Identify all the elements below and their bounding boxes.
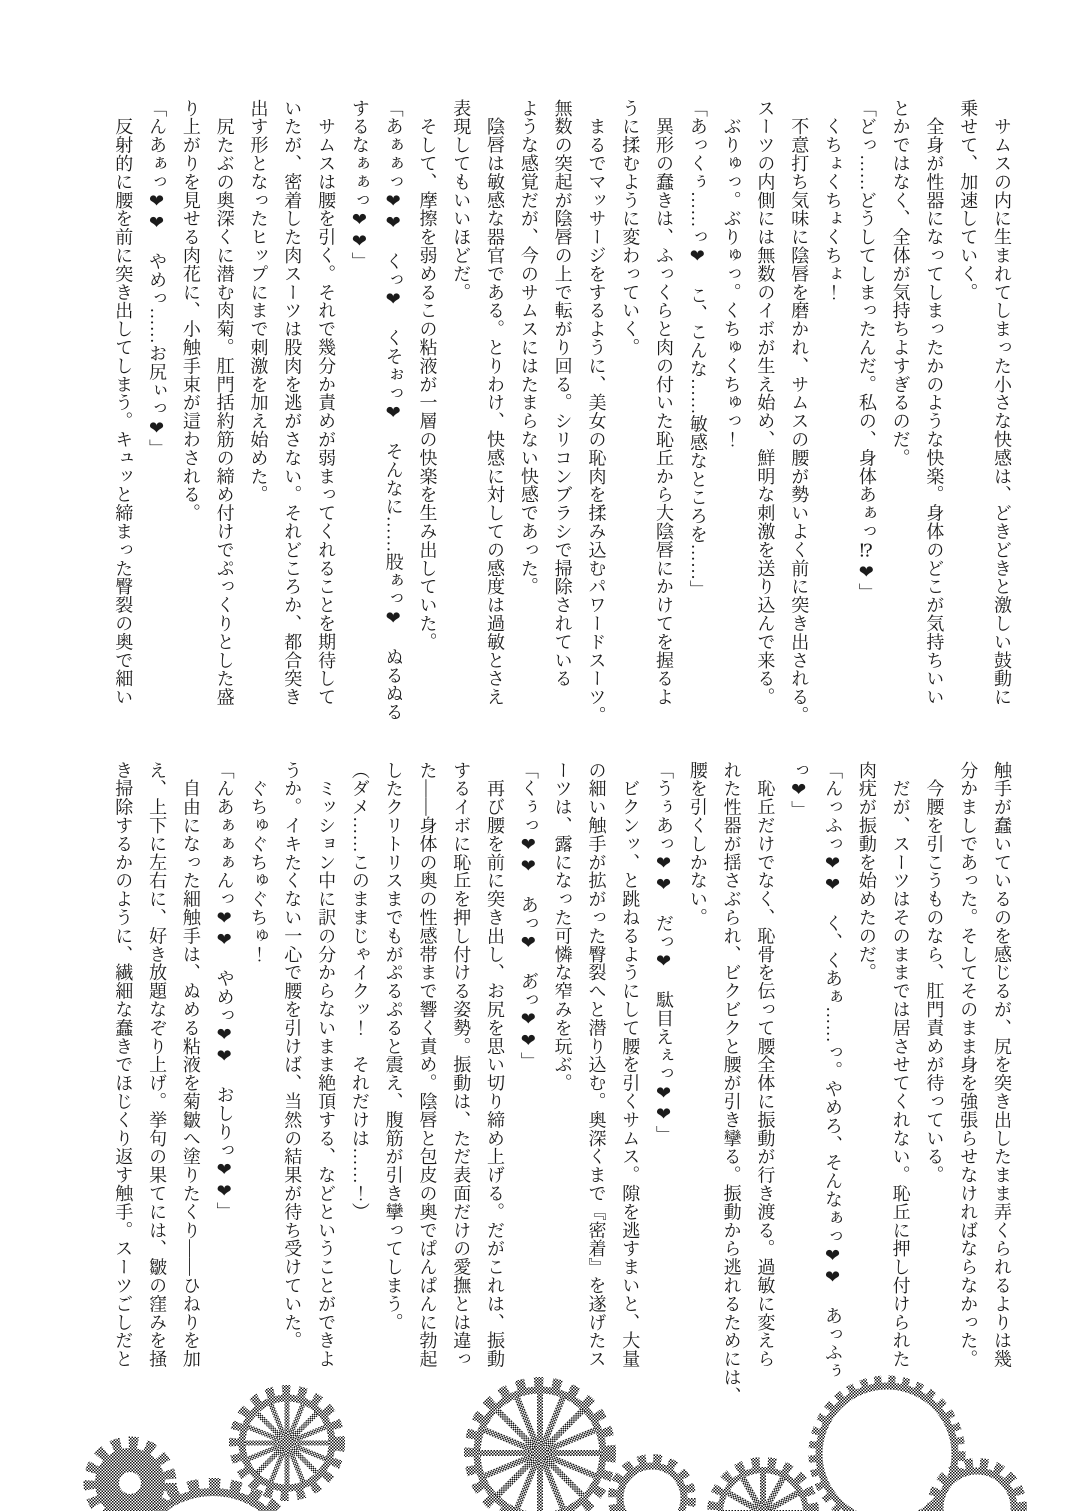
text-column: するイボに恥丘を押し付ける姿勢。振動は、ただ表面だけの愛撫とは違っ bbox=[451, 761, 472, 1369]
text-column: ぐちゅぐちゅぐちゅ！ bbox=[248, 761, 269, 964]
text-column: するなぁぁっ❤❤」 bbox=[349, 99, 370, 271]
text-column: だが、スーツはそのままでは居させてくれない。恥丘に押し付けられた bbox=[890, 761, 911, 1369]
text-column: 表現してもいいほどだ。 bbox=[451, 99, 472, 302]
text-column: 乗せて、加速していく。 bbox=[958, 99, 979, 302]
text-column: 触手が蠢いているのを感じるが、尻を突き出したまま弄くられるよりは幾 bbox=[992, 761, 1012, 1369]
gear-icon bbox=[713, 1463, 813, 1511]
text-column: 再び腰を前に突き出し、お尻を思い切り締め上げる。だがこれは、振動 bbox=[485, 761, 506, 1369]
text-column: うか。イキたくない一心で腰を引けば、当然の結果が待ち受けていた。 bbox=[282, 761, 303, 1350]
text-column: 「あぁぁっ❤❤ くっ❤ くそぉっ❤ そんなに……股ぁっ❤ ぬるぬる bbox=[383, 99, 404, 722]
text-column: 尻たぶの奥深くに潜む肉菊。肛門括約筋の締め付けでぷっくりとした盛 bbox=[214, 99, 235, 707]
text-column: ぶりゅっ。ぶりゅっ。くちゅくちゅっ！ bbox=[721, 99, 742, 449]
text-column: （ダメ……このままじゃイクッ！ それだけは……！） bbox=[349, 761, 370, 1221]
text-column: そして、摩擦を弱めるこの粘液が一層の快楽を生み出していた。 bbox=[417, 99, 438, 651]
text-column: 反射的に腰を前に突き出してしまう。キュッと締まった臀裂の奥で細い bbox=[113, 99, 134, 707]
text-column: 無数の突起が陰唇の上で転がり回る。シリコンブラシで掃除されている bbox=[552, 99, 573, 688]
text-column: 肉疣が振動を始めたのだ。 bbox=[856, 761, 877, 982]
text-column: 「くぅっ❤❤ あっ❤ あ゙っ❤❤」 bbox=[518, 761, 539, 1071]
text-column: 分かましであった。そしてそのまま身を強張らせなければならなかった。 bbox=[958, 761, 979, 1369]
text-column: ミッション中に訳の分からないまま絶頂する、などということができよ bbox=[316, 761, 337, 1369]
text-column: とかではなく、全体が気持ちよすぎるのだ。 bbox=[890, 99, 911, 467]
text-column: 自由になった細触手は、ぬめる粘液を菊皺へ塗りたくり――ひねりを加 bbox=[180, 761, 201, 1369]
text-column: いたが、密着した肉スーツは股肉を逃がさない。それどころか、都合突き bbox=[282, 99, 303, 707]
text-column: うに揉むように変わっていく。 bbox=[620, 99, 641, 357]
text-column: き掃除するかのように、繊細な蠢きでほじくり返す触手。スーツごしだと bbox=[113, 761, 134, 1369]
text-column: 腰を引くしかない。 bbox=[687, 761, 708, 927]
text-column: り上がりを見せる肉花に、小触手束が這わされる。 bbox=[180, 99, 201, 523]
text-column: ビクンッ、と跳ねるようにして腰を引くサムス。隙を逃すまいと、大量 bbox=[620, 761, 641, 1369]
text-column: 全身が性器になってしまったかのような快楽。身体のどこが気持ちいい bbox=[924, 99, 945, 707]
text-column: 異形の蠢きは、ふっくらと肉の付いた恥丘から大陰唇にかけてを握るよ bbox=[654, 99, 675, 707]
text-column: 今腰を引こうものなら、肛門責めが待っている。 bbox=[924, 761, 945, 1185]
text-column: 「んあぁっ❤❤ やめっ……お尻ぃっ❤」 bbox=[147, 99, 168, 458]
text-column: 「んっふっ❤❤ く、くあぁ……っ。やめろ、そんなぁっ❤❤ あっふぅ bbox=[823, 761, 844, 1381]
text-column: 「んあぁぁぁんっ❤❤ やめっ❤❤ おしりっ❤❤」 bbox=[214, 761, 235, 1221]
text-block-bottom bbox=[105, 761, 1018, 1417]
text-column: まるでマッサージをするように、美女の恥肉を揉み込むパワードスーツ。 bbox=[586, 99, 607, 725]
text-column: 陰唇は敏感な器官である。とりわけ、快感に対しての感度は過敏とさえ bbox=[485, 99, 506, 707]
gear-icon bbox=[614, 1460, 690, 1511]
text-column: 不意打ち気味に陰唇を磨かれ、サムスの腰が勢いよく前に突き出される。 bbox=[789, 99, 810, 725]
text-column: スーツの内側には無数のイボが生え始め、鮮明な刺激を送り込んで来る。 bbox=[755, 99, 776, 707]
text-column: 恥丘だけでなく、恥骨を伝って腰全体に振動が行き渡る。過敏に変えら bbox=[755, 761, 776, 1369]
text-column: 出す形となったヒップにまで刺激を加え始めた。 bbox=[248, 99, 269, 504]
text-column: た――身体の奥の性感帯まで響く責め。陰唇と包皮の奥でぱんぱんに勃起 bbox=[417, 761, 438, 1369]
text-column: 「あっくぅ……っ❤ こ、こんな……敏感なところを……」 bbox=[687, 99, 708, 599]
text-column: っ❤」 bbox=[789, 761, 810, 820]
text-column: サムスの内に生まれてしまった小さな快感は、どきどきと激しい鼓動に bbox=[992, 99, 1012, 707]
gear-icon bbox=[90, 1443, 170, 1511]
text-column: くちょくちょくちょ！ bbox=[823, 99, 844, 302]
text-column: したクリトリスまでもがぷるぷると震え、腹筋が引き攣ってしまう。 bbox=[383, 761, 404, 1332]
text-column: ような感覚だが、今のサムスにはたまらない快感であった。 bbox=[518, 99, 539, 596]
text-column: 「うぅあっ❤❤ だっ❤ 駄目えぇっ❤❤」 bbox=[654, 761, 675, 1144]
text-column: の細い触手が拡がった臀裂へと潜り込む。奥深くまで『密着』を遂げたス bbox=[586, 761, 607, 1369]
text-column: サムスは腰を引く。それで幾分か責めが弱まってくれることを期待して bbox=[316, 99, 337, 707]
text-column: 「どっ……どうしてしまったんだ。私の、身体あぁっ⁉❤」 bbox=[856, 99, 877, 602]
text-column: ーツは、露になった可憐な窄みを玩ぶ。 bbox=[552, 761, 573, 1093]
text-column: れた性器が揺さぶられ、ビクビクと腰が引き攣る。振動から逃れるためには、 bbox=[721, 761, 742, 1405]
text-column: え、上下に左右に、好き放題なぞり上げ。挙句の果てには、皺の窪みを掻 bbox=[147, 761, 168, 1369]
text-block-top bbox=[105, 99, 1018, 755]
